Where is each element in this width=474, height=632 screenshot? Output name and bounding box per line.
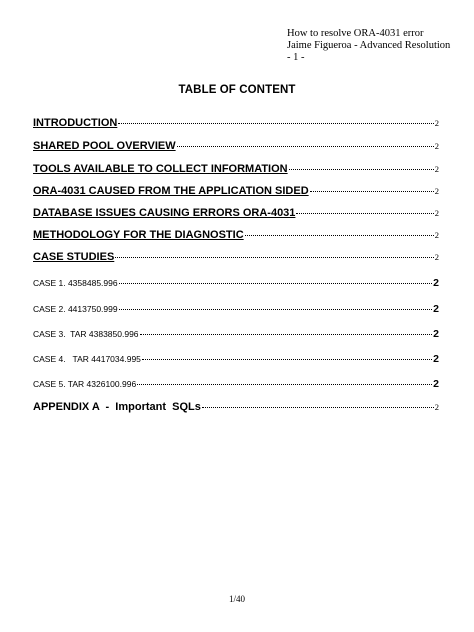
dot-leader xyxy=(142,359,432,360)
dot-leader xyxy=(310,191,434,192)
toc-entry-case-4[interactable] xyxy=(33,353,439,365)
toc-entry-label: DATABASE ISSUES CAUSING ERRORS ORA-4031 xyxy=(33,207,296,219)
toc-entry-label: CASE 4. TAR 4417034.995 xyxy=(33,354,141,364)
header-author: Jaime Figueroa - Advanced Resolution xyxy=(287,40,451,51)
toc-entry-page: 2 xyxy=(434,118,439,128)
toc-entry-introduction[interactable] xyxy=(33,117,439,129)
toc-entry-label: CASE 1. 4358485.996 xyxy=(33,278,118,288)
toc-entry-label: INTRODUCTION xyxy=(33,117,118,129)
running-header xyxy=(287,28,467,64)
toc-entry-label: CASE 5. TAR 4326100.996 xyxy=(33,379,137,389)
toc-entry-methodology[interactable] xyxy=(33,229,439,241)
toc-entry-label: CASE 2. 4413750.999 xyxy=(33,304,118,314)
toc-entry-label: TOOLS AVAILABLE TO COLLECT INFORMATION xyxy=(33,163,288,175)
page-counter: 1/40 xyxy=(228,594,245,604)
toc-entry-shared-pool-overview[interactable] xyxy=(33,140,439,152)
toc-entry-label: APPENDIX A - Important SQLs xyxy=(33,401,201,413)
dot-leader xyxy=(118,123,433,124)
toc-entry-page: 2 xyxy=(434,208,439,218)
toc-entry-page: 2 xyxy=(434,141,439,151)
toc-entry-page: 2 xyxy=(434,252,439,262)
toc-entry-case-3[interactable] xyxy=(33,328,439,340)
toc-entry-database-issues[interactable] xyxy=(33,207,439,219)
toc-entry-page: 2 xyxy=(433,328,439,340)
toc-entry-page: 2 xyxy=(434,402,439,412)
dot-leader xyxy=(296,213,433,214)
toc-entry-page: 2 xyxy=(434,230,439,240)
dot-leader xyxy=(289,169,434,170)
header-document-title: How to resolve ORA-4031 error xyxy=(287,28,424,39)
toc-entry-page: 2 xyxy=(434,186,439,196)
dot-leader xyxy=(137,384,432,385)
dot-leader xyxy=(245,235,434,236)
toc-entry-label: SHARED POOL OVERVIEW xyxy=(33,140,176,152)
dot-leader xyxy=(202,407,434,408)
toc-entry-case-1[interactable] xyxy=(33,277,439,289)
toc-entry-page: 2 xyxy=(434,164,439,174)
toc-entry-label: ORA-4031 CAUSED FROM THE APPLICATION SIDED xyxy=(33,185,309,197)
toc-entry-case-5[interactable] xyxy=(33,378,439,390)
toc-entry-page: 2 xyxy=(433,303,439,315)
dot-leader xyxy=(177,146,434,147)
toc-title: TABLE OF CONTENT xyxy=(178,84,296,96)
toc-entry-label: CASE 3. TAR 4383850.996 xyxy=(33,329,139,339)
toc-entry-case-studies[interactable] xyxy=(33,251,439,263)
toc-entry-appendix-a[interactable] xyxy=(33,401,439,413)
dot-leader xyxy=(115,257,433,258)
toc-entry-page: 2 xyxy=(433,378,439,390)
dot-leader xyxy=(119,283,433,284)
dot-leader xyxy=(140,334,433,335)
toc-entry-tools[interactable] xyxy=(33,163,439,175)
toc-entry-label: CASE STUDIES xyxy=(33,251,115,263)
dot-leader xyxy=(119,309,433,310)
toc-entry-application-side[interactable] xyxy=(33,185,439,197)
toc-entry-label: METHODOLOGY FOR THE DIAGNOSTIC xyxy=(33,229,244,241)
toc-entry-case-2[interactable] xyxy=(33,303,439,315)
header-page-number: - 1 - xyxy=(287,52,305,63)
toc-entry-page: 2 xyxy=(433,277,439,289)
toc-entry-page: 2 xyxy=(433,353,439,365)
